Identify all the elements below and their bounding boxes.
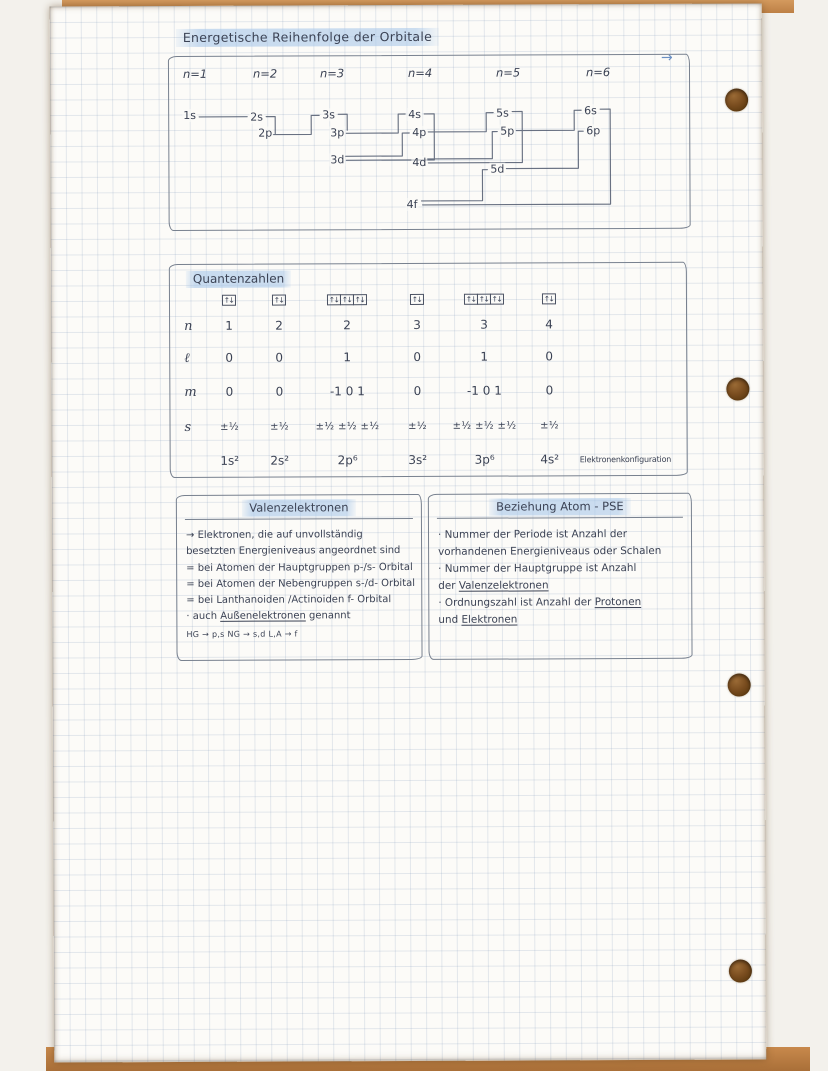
n-value: 2 [275, 318, 283, 333]
pse-line-6-term: Elektronen [461, 613, 518, 626]
s-value: ±½ [270, 421, 289, 433]
valence-line-6-suffix: genannt [305, 610, 351, 622]
pse-line-6 [438, 611, 685, 629]
orbital-label-4p: 4p [412, 125, 427, 139]
orbital-label-6s: 6s [584, 104, 597, 118]
pse-line-4-prefix: der [438, 579, 459, 592]
valence-line-6-prefix: · auch [186, 611, 221, 623]
n-value: 4 [545, 317, 553, 332]
orbital-label-4f: 4f [406, 197, 418, 212]
orbital-label-3s: 3s [322, 108, 335, 122]
pse-title-bar [437, 499, 683, 519]
shell-header-n3: n=3 [319, 66, 345, 81]
spin-pair-icon: ↑↓ [490, 294, 504, 305]
spin-pair-icon: ↑↓ [222, 295, 236, 306]
l-value: 0 [413, 349, 422, 364]
m-value: 0 [225, 384, 234, 399]
electron-box-4s [542, 293, 556, 304]
config-value: 2s² [270, 453, 290, 468]
config-value: 3s² [408, 452, 428, 467]
valence-notes [177, 519, 422, 643]
orbital-label-6p: 6p [586, 124, 601, 138]
m-value: -1 0 1 [466, 383, 502, 398]
valence-line-2: besetzten Energieniveaus angeordnet sind [186, 545, 401, 558]
config-value: 4s² [540, 452, 560, 467]
shell-header-n4: n=4 [407, 65, 433, 80]
valence-line-5: = bei Lanthanoiden /Actinoiden f- Orbital [186, 594, 392, 607]
punch-hole [728, 674, 751, 697]
l-value: 0 [275, 350, 284, 365]
shell-header-n1: n=1 [182, 66, 208, 81]
n-value: 2 [343, 318, 351, 333]
spin-pair-icon: ↑↓ [542, 293, 556, 304]
pse-notes [429, 518, 691, 629]
spin-pair-icon: ↑↓ [464, 294, 478, 305]
spin-pair-icon: ↑↓ [272, 295, 286, 306]
quantum-title: Quantenzahlen [186, 271, 291, 288]
pse-line-4-term: Valenzelektronen [458, 579, 549, 592]
l-value: 0 [545, 349, 554, 364]
orbital-label-2s: 2s [250, 110, 263, 124]
spin-pair-icon: ↑↓ [327, 294, 341, 305]
shell-header-n6: n=6 [585, 65, 611, 80]
spin-pair-icon: ↑↓ [410, 294, 424, 305]
pse-line-1: · Nummer der Periode ist Anzahl der [437, 528, 628, 541]
shell-header-n2: n=2 [252, 66, 278, 81]
orbital-order-section [168, 49, 691, 231]
orbital-label-3p: 3p [330, 126, 345, 140]
electron-box-1s [222, 295, 236, 306]
valence-title-bar [185, 500, 413, 520]
m-value: -1 0 1 [329, 384, 365, 399]
page-title: Energetische Reihenfolge der Orbitale [176, 28, 439, 47]
pse-line-6-prefix: und [438, 613, 462, 626]
s-value: ±½ ±½ ±½ [452, 420, 517, 432]
punch-hole [726, 378, 749, 401]
row-label-s: s [184, 419, 192, 435]
orbital-label-5d: 5d [490, 162, 505, 176]
electron-box-2s [272, 295, 286, 306]
orbital-label-5s: 5s [496, 106, 509, 120]
config-value: 3p⁶ [474, 452, 495, 467]
atom-pse-section [428, 493, 693, 660]
electron-box-3p [464, 294, 504, 305]
pse-line-5-term: Protonen [594, 595, 642, 609]
punch-hole [729, 960, 752, 983]
notebook-page [50, 3, 767, 1062]
valence-electrons-section [176, 494, 423, 661]
s-value: ±½ [408, 420, 427, 432]
l-value: 1 [480, 349, 489, 364]
valence-line-6-term: Außenelektronen [220, 610, 306, 623]
n-value: 3 [413, 317, 421, 332]
l-value: 0 [225, 350, 234, 365]
orbital-label-5p: 5p [500, 124, 515, 138]
s-value: ±½ [220, 421, 239, 433]
m-value: 0 [545, 383, 554, 398]
pse-line-5 [438, 594, 685, 612]
quantum-table [170, 287, 689, 477]
orbital-label-1s: 1s [183, 108, 196, 122]
spin-pair-icon: ↑↓ [477, 294, 491, 305]
quantum-numbers-section [169, 262, 688, 478]
config-row-label: Elektronenkonfiguration [579, 454, 672, 464]
spin-pair-icon: ↑↓ [340, 294, 354, 305]
punch-hole [725, 89, 748, 112]
valence-line-4: = bei Atomen der Nebengruppen s-/d- Orbital [186, 577, 416, 590]
n-value: 3 [480, 317, 488, 332]
shell-header-n5: n=5 [495, 65, 521, 80]
pse-line-2: vorhandenen Energieniveaus oder Schalen [438, 544, 662, 558]
pse-line-3: · Nummer der Hauptgruppe ist Anzahl [438, 562, 637, 575]
electron-box-3s [410, 294, 424, 305]
electron-box-2p [327, 294, 367, 305]
s-value: ±½ ±½ ±½ [315, 420, 380, 432]
orbital-label-2p: 2p [258, 126, 273, 140]
valence-line-6 [186, 608, 415, 625]
pse-line-5-prefix: · Ordnungszahl ist Anzahl der [438, 596, 595, 609]
valence-title: Valenzelektronen [242, 499, 355, 516]
pse-title: Beziehung Atom - PSE [489, 498, 631, 516]
row-label-m: m [184, 384, 197, 400]
m-value: 0 [275, 384, 284, 399]
valence-line-1: → Elektronen, die auf unvollständig [185, 529, 363, 541]
orbital-label-4s: 4s [408, 107, 421, 121]
pse-line-4 [438, 577, 685, 595]
l-value: 1 [343, 350, 352, 365]
valence-abbreviations: HG → p,s NG → s,d L,A → f [186, 629, 298, 639]
m-value: 0 [413, 383, 422, 398]
spin-pair-icon: ↑↓ [353, 294, 367, 305]
s-value: ±½ [540, 419, 559, 431]
valence-line-3: = bei Atomen der Hauptgruppen p-/s- Orbital [186, 561, 413, 574]
orbital-order-lines [169, 55, 692, 232]
flow-arrow-icon: → [660, 49, 673, 66]
row-label-l: ℓ [184, 350, 190, 366]
orbital-label-4d: 4d [412, 155, 427, 169]
orbital-label-3d: 3d [330, 153, 345, 167]
config-value: 2p⁶ [337, 453, 358, 468]
n-value: 1 [225, 318, 233, 333]
config-value: 1s² [220, 453, 240, 468]
row-label-n: n [184, 318, 193, 334]
